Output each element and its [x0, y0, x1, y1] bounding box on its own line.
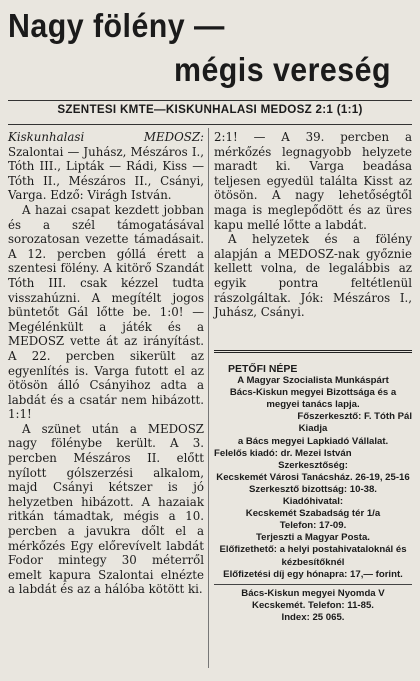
imprint-line: Felelős kiadó: dr. Mezei István — [214, 447, 352, 459]
imprint-top-rule — [214, 350, 412, 359]
imprint-line: Kecskemét Szabadság tér 1/a — [245, 508, 381, 520]
headline-line-2: mégis vereség — [174, 51, 391, 88]
imprint-line: A Magyar Szocialista Munkáspárt — [237, 375, 389, 387]
team-name: Kiskunhalasi MEDOSZ: — [8, 130, 204, 144]
imprint-line: Kiadóhivatal: — [282, 496, 344, 508]
index-number: Index: 25 065. — [281, 611, 345, 623]
imprint-line: Előfizethető: a helyi postahivataloknál és kézbesítőknél — [219, 544, 407, 568]
article-paragraph: A szünet után a MEDOSZ nagy fölénybe került. A 3. percben Mészáros II. előtt nyílott gólszerzési alkalom, majd Csányi kétszer is jó helyzetben hibázott. A hazaiak ritkán támadtak, mégis a 10. percben a javukra dőlt el a mérkőzés Egy előrevívelt labdát Fodor mintegy 30 méterről emelt kapura Szalontai elnézte a labdát és az a hálóba kötött ki. — [8, 421, 204, 597]
top-rule — [8, 100, 412, 101]
printer-line: Bács-Kiskun megyei Nyomda V Kecskemét. Telefon: 11-85. — [241, 587, 385, 611]
imprint-box — [214, 348, 412, 624]
headline-line-1: Nagy fölény — — [8, 7, 225, 44]
imprint-line: Főszerkesztő: F. Tóth Pál — [297, 411, 412, 423]
imprint-line: Szerkesztőség: — [278, 459, 348, 471]
imprint-line: Terjeszti a Magyar Posta. — [256, 532, 370, 544]
headline — [0, 0, 420, 100]
imprint-line: Kecskemét Városi Tanácsház. 26-19, 25-16 — [216, 471, 410, 483]
lineup-paragraph — [8, 130, 204, 203]
imprint-line: Kiadja — [298, 423, 328, 435]
imprint-line: Előfizetési díj egy hónapra: 17,— forint. — [223, 568, 403, 580]
imprint-line: Szerkesztő bizottság: 10-38. — [249, 483, 377, 495]
article-paragraph: 2:1! — A 39. percben a mérkőzés legnagyobb helyzete maradt ki. Varga beadása teljesen egyedül találta Kisst az ötösön. A nagy lehetőségtől maga is meglepődött és az üres kapu mellé lőtte a labdát. — [214, 130, 412, 232]
lineup-text: Szalontai — Juhász, Mészáros I., Tóth III., Lipták — Rádi, Kiss — Tóth II., Mészáros II., Csányi, Varga. Edző: Virágh István. — [8, 144, 204, 203]
right-column — [214, 130, 412, 320]
article-paragraph: A helyzetek és a fölény alapján a MEDOSZ-nak győznie kellett volna, de legalábbis az egyik pontra feltétlenül rászolgáltak. Jók: Mészáros I., Juhász, Csányi. — [214, 232, 412, 320]
left-column — [8, 130, 204, 597]
column-divider — [208, 128, 209, 668]
match-subheading: SZENTESI KMTE—KISKUNHALASI MEDOSZ 2:1 (1:1) — [57, 103, 363, 116]
article-paragraph: A hazai csapat kezdett jobban és a szél támogatásával sorozatosan vezette támadásait. A 12. percben góllá érett a szentesi fölény. A kitörő Szandát Tóth III. csak kézzel tudta visszahúzni. A megítélt jogos büntetőt Gál lőtte be. 1:0! — Megélénkült a játék és a MEDOSZ vette át az irányítást. A 22. percben sikerült az egyenlítés is. Varga futott el az ötösön álló Csányihoz adta a labdát és a csatár nem hibázott. 1:1! — [8, 202, 204, 422]
imprint-line: a Bács megyei Lapkiadó Vállalat. — [237, 435, 389, 447]
imprint-line: Bács-Kiskun megyei Bizottsága és a megyei tanács lapja. — [229, 387, 397, 411]
subheading-rule — [8, 124, 412, 125]
imprint-line: Telefon: 17-09. — [279, 520, 347, 532]
printer-box — [214, 584, 412, 624]
imprint-title: PETŐFI NÉPE — [228, 363, 298, 375]
